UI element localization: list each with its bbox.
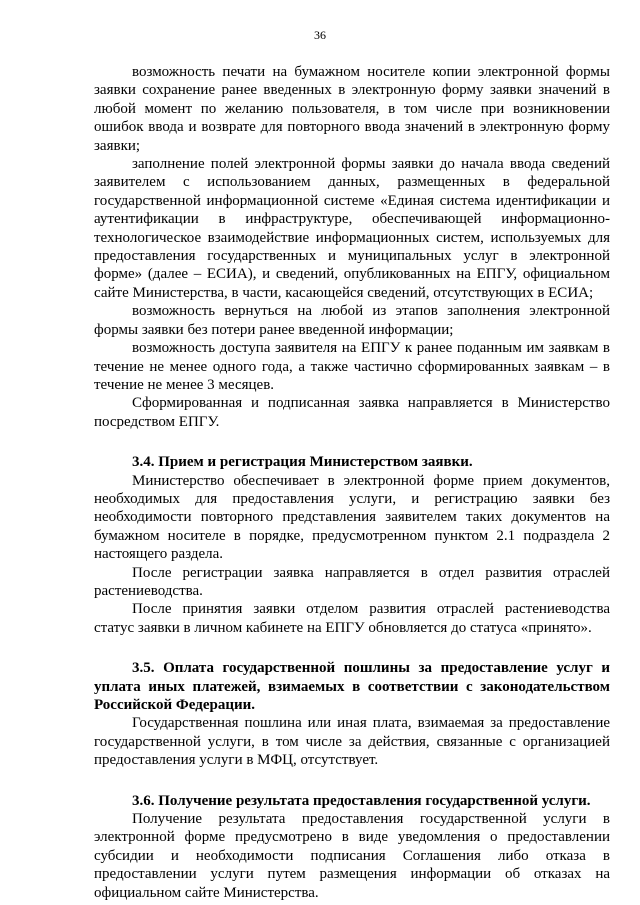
section-heading-3-5: 3.5. Оплата государственной пошлины за предоставление услуг и уплата иных платежей, взимаемых в соответствии с законодательством Российской Федерации. — [94, 660, 610, 713]
paragraph: После регистрации заявка направляется в отдел развития отраслей растениеводства. — [94, 564, 610, 599]
paragraph: заполнение полей электронной формы заявки до начала ввода сведений заявителем с использованием данных, размещенных в федеральной государственной информационной системе «Единая система идентификации и аутентификации в инфраструктуре, обеспечивающей информационно-технологическое взаимодействие информационных систем, используемых для предоставления государственных и муниципальных услуг в электронной форме» (далее – ЕСИА), и сведений, опубликованных на ЕПГУ, официальном сайте Министерства, в части, касающейся сведений, отсутствующих в ЕСИА; — [94, 156, 610, 301]
paragraph: После принятия заявки отделом развития отраслей растениеводства статус заявки в личном кабинете на ЕПГУ обновляется до статуса «принято». — [94, 601, 610, 636]
section-gap — [94, 637, 610, 659]
document-body — [94, 63, 610, 902]
paragraph: Получение результата предоставления государственной услуги в электронной форме предусмотрено в виде уведомления о предоставлении субсидии и необходимости подписания Соглашения либо отказа в предоставлении услуги путем размещения информации об отказах на официальном сайте Министерства. — [94, 811, 610, 901]
paragraph: возможность вернуться на любой из этапов заполнения электронной формы заявки без потери ранее введенной информации; — [94, 303, 610, 338]
paragraph: Сформированная и подписанная заявка направляется в Министерство посредством ЕПГУ. — [94, 395, 610, 430]
paragraph: Государственная пошлина или иная плата, взимаемая за предоставление государственной услуги, в том числе за действия, связанные с организацией предоставления услуги в МФЦ, отсутствует. — [94, 715, 610, 769]
section-heading-3-4: 3.4. Прием и регистрация Министерством заявки. — [132, 454, 473, 471]
page-number: 36 — [314, 28, 326, 42]
paragraph: Министерство обеспечивает в электронной форме прием документов, необходимых для предоставления услуги, и регистрацию заявки без необходимости повторного представления заявителем таких документов на бумажном носителе в порядке, предусмотренном пунктом 2.1 подраздела 2 настоящего раздела. — [94, 472, 610, 563]
paragraph: возможность доступа заявителя на ЕПГУ к ранее поданным им заявкам в течение не менее одного года, а также частично сформированных заявкам – в течение не менее 3 месяцев. — [94, 340, 610, 393]
section-gap — [94, 770, 610, 792]
section-heading-3-6: 3.6. Получение результата предоставления государственной услуги. — [132, 792, 591, 809]
section-gap — [94, 431, 610, 453]
paragraph: возможность печати на бумажном носителе копии электронной формы заявки сохранение ранее введенных в электронную форму заявки значений в любой момент по желанию пользователя, в том числе при возникновении ошибок ввода и возврате для повторного ввода значений в электронную форму заявки; — [94, 64, 610, 154]
